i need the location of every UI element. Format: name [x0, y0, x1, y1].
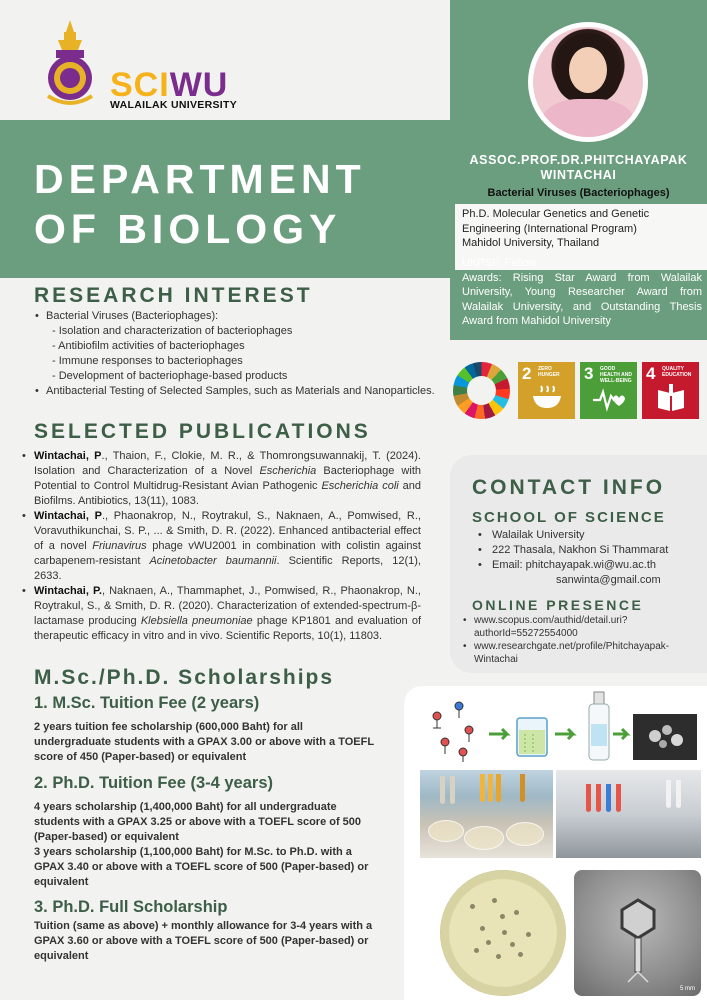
research-subitem: - Isolation and characterization of bacteriophages: [52, 325, 293, 337]
profile-photo: [533, 27, 643, 137]
publication-text: ., Thaion, F., Clokie, M. R., & Thomrongsuwannakij, T. (2024). Isolation and Characterization of a Novel: [34, 450, 421, 477]
phage-icon: [433, 702, 473, 762]
scholarship-3-title: 3. Ph.D. Full Scholarship: [34, 898, 228, 916]
logo-sci-text: SCI: [110, 66, 170, 104]
profile-ukpsf: UKPSF: Fellow: [462, 257, 537, 269]
publication-text: ., Phaonakrop, N., Roytrakul, S., Naknaen, A., Pomwised, R., Voravuthikunchai, S. P., ... & Smith, D. R. (2022). Enhanced antibacterial effect of a novel: [34, 510, 421, 552]
scholarship-1-text: 2 years tuition fee scholarship (600,000 Baht) for all undergraduate students with a GPAX 3.00 or above with a TOEFL score of 450 (Paper-based) or equivalent: [34, 721, 374, 763]
profile-info: [462, 256, 702, 329]
spray-bottle-icon: [589, 692, 609, 760]
profile-awards: Awards: Rising Star Award from Walailak University, Young Researcher Award from Walailak University, and Outstanding Thesis Award from Mahidol University: [462, 271, 702, 327]
publications-heading: SELECTED PUBLICATIONS: [34, 420, 371, 443]
scholarship-1-title: 1. M.Sc. Tuition Fee (2 years): [34, 694, 260, 712]
walailak-seal-logo: [40, 18, 100, 110]
bowl-icon: [530, 384, 564, 414]
sdg-2-label: ZERO HUNGER: [538, 366, 560, 378]
online-presence-heading: ONLINE PRESENCE: [472, 597, 644, 613]
sdg-3-label: GOOD HEALTH AND WELL-BEING: [600, 366, 632, 384]
publication-author: Wintachai, P: [34, 450, 102, 462]
publication-text: , Naknaen, A., Thammaphet, J., Pomwised, R., Phaonakrop, N., Roytrakul, S., & Smith, D. R. (2020). Characterization of extended-spectrum-β-lactamase producing: [34, 585, 421, 627]
contact-email[interactable]: • Email: phitchayapak.wi@wu.ac.th: [478, 558, 703, 573]
department-title: [34, 154, 444, 254]
publication-list: [20, 449, 421, 644]
publication-species: Acinetobacter baumannii: [149, 555, 277, 567]
sdg-3-tile: [580, 362, 637, 419]
contact-email-secondary[interactable]: sanwinta@gmail.com: [556, 574, 661, 586]
book-icon: [654, 384, 688, 414]
sdg-2-tile: [518, 362, 575, 419]
phage-workflow-diagram: [415, 690, 701, 766]
publication-author: Wintachai, P.: [34, 585, 102, 597]
profile-field: Bacterial Viruses (Bacteriophages): [487, 187, 670, 199]
heartbeat-icon: [592, 384, 626, 414]
sciwu-logo: [110, 68, 228, 102]
department-title-line2: OF BIOLOGY: [34, 206, 342, 252]
profile-name-line1: ASSOC.PROF.DR.PHITCHAYAPAK: [469, 153, 688, 167]
scholarship-2-title: 2. Ph.D. Tuition Fee (3-4 years): [34, 774, 274, 792]
sdg-4-label: QUALITY EDUCATION: [662, 366, 692, 378]
scholarships-heading: M.Sc./Ph.D. Scholarships: [34, 666, 335, 689]
profile-degree-university: Mahidol University, Thailand: [462, 237, 600, 249]
sdg-2-number: 2: [522, 364, 532, 383]
sdg-4-tile: [642, 362, 699, 419]
scale-bar-label: 5 mm: [680, 986, 695, 992]
phage-tem-micrograph: [574, 870, 701, 996]
contact-list: [478, 528, 703, 588]
scholarship-2-text: [34, 800, 382, 890]
contact-address: • 222 Thasala, Nakhon Si Thammarat: [478, 543, 703, 558]
scholarship-3-text: Tuition (same as above) + monthly allowance for 3-4 years with a GPAX 3.60 or above with a TOEFL score of 500 (Paper-based) or equivalent: [34, 920, 373, 962]
profile-degree-program: Ph.D. Molecular Genetics and Genetic Engineering (International Program): [462, 208, 650, 235]
university-name: WALAILAK UNIVERSITY: [110, 99, 238, 111]
research-interest-list: [34, 309, 444, 399]
online-presence-list: [462, 614, 705, 666]
scholarship-2-option-b: 3 years scholarship (1,100,000 Baht) for M.Sc. to Ph.D. with a GPAX 3.40 or above with a TOEFL score of 500 (Paper-based) or equivalent: [34, 846, 369, 888]
logo-wu-text: WU: [169, 66, 229, 104]
sdg-4-number: 4: [646, 364, 656, 383]
publication-species: Escherichia coli: [321, 480, 399, 492]
publication-species: Escherichia: [259, 465, 317, 477]
research-subitem: - Immune responses to bacteriophages: [52, 355, 243, 367]
publication-text: and Biofilms. Antibiotics, 13(11), 1083.: [34, 480, 421, 507]
publication-text: . Scientific Reports, 12(1), 2633.: [34, 555, 421, 582]
scholarship-2-option-a: 4 years scholarship (1,400,000 Baht) for all undergraduate students with a GPAX 3.25 or above with a TOEFL score of 500 (Paper-based) or equivalent: [34, 801, 362, 843]
profile-name: [452, 153, 705, 183]
contact-university: • Walailak University: [478, 528, 703, 543]
sdg-3-number: 3: [584, 364, 594, 383]
beaker-icon: [517, 718, 547, 756]
phage-plaque-plate-photo: [440, 870, 566, 996]
department-title-line1: DEPARTMENT: [34, 156, 366, 202]
research-item: • Bacterial Viruses (Bacteriophages):: [34, 309, 444, 324]
publication-text: phage KP1801 and evaluation of therapeutic efficacy in vitro and in vivo. Scientific Reports, 10(1), 11803.: [34, 615, 422, 642]
publication-author: Wintachai, P: [34, 510, 102, 522]
publication-item: [20, 449, 421, 509]
profile-degree: [462, 207, 702, 251]
research-subitem: - Development of bacteriophage-based products: [52, 370, 288, 382]
research-subitem: - Antibiofilm activities of bacteriophages: [52, 340, 245, 352]
laboratory-photo: [420, 770, 701, 858]
profile-name-line2: WINTACHAI: [540, 168, 617, 182]
school-heading: SCHOOL OF SCIENCE: [472, 509, 666, 526]
sdg-wheel-icon: [453, 362, 510, 419]
research-interest-heading: RESEARCH INTEREST: [34, 284, 313, 307]
research-item: • Antibacterial Testing of Selected Samples, such as Materials and Nanoparticles.: [34, 384, 444, 399]
contact-heading: CONTACT INFO: [472, 476, 666, 499]
publication-item: [20, 584, 421, 644]
publication-text: Bacteriophage with Potential to Control Multidrug-Resistant Avian Pathogenic: [34, 465, 421, 492]
publication-species: Friunavirus: [92, 540, 147, 552]
publication-item: [20, 509, 421, 584]
publication-text: phage vWU2001 in combination with colistin against carbapenem-resistant: [34, 540, 421, 567]
scopus-link[interactable]: • www.scopus.com/authid/detail.uri?authorId=55272554000: [462, 614, 705, 640]
researchgate-link[interactable]: • www.researchgate.net/profile/Phitchayapak-Wintachai: [462, 640, 705, 666]
publication-species: Klebsiella pneumoniae: [140, 615, 253, 627]
